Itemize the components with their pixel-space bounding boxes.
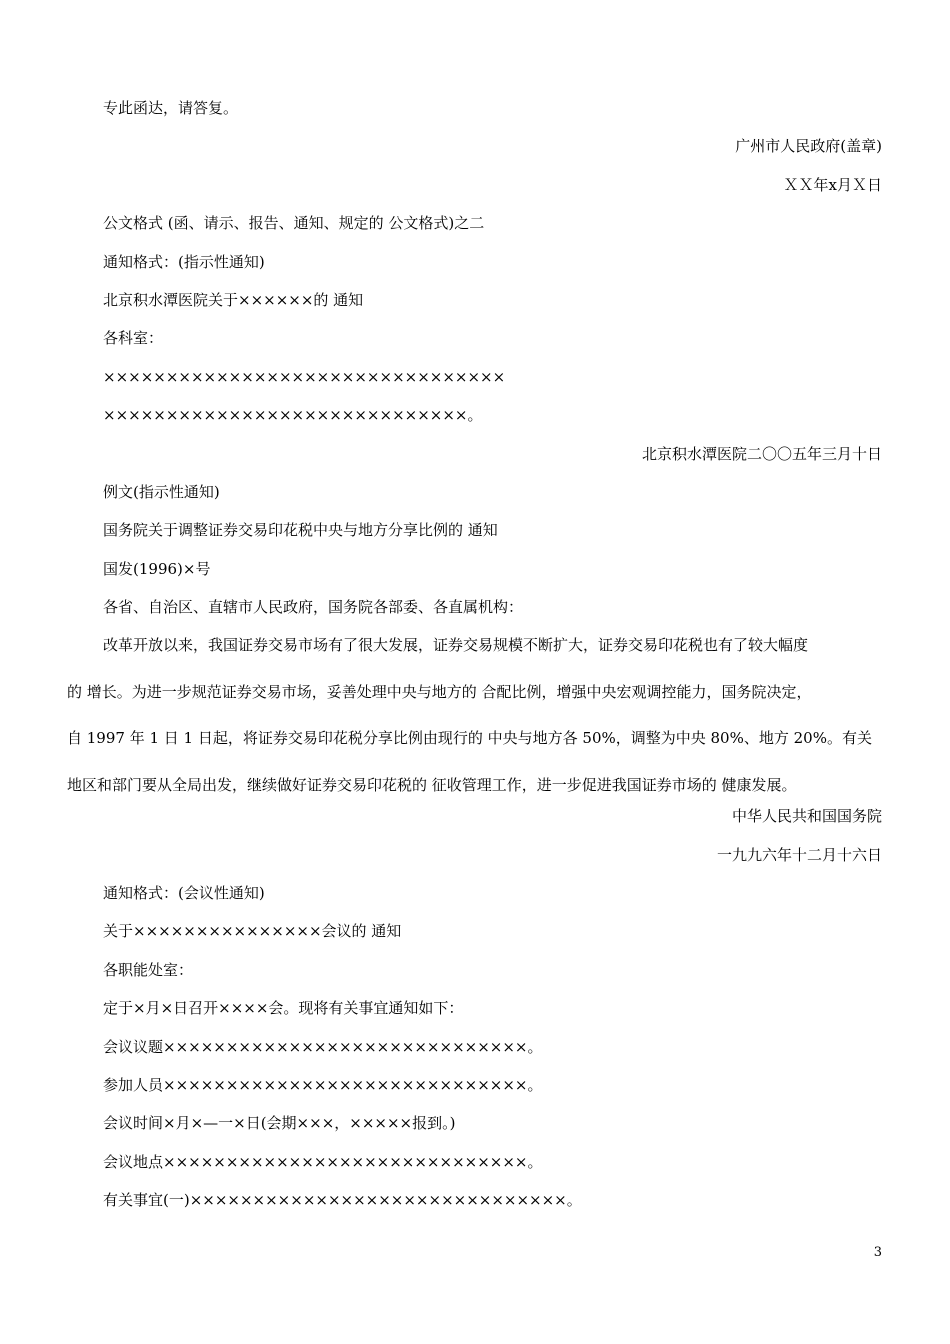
- signature-date: ＸＸ年x月Ｘ日: [783, 176, 882, 194]
- example-label: 例文(指示性通知): [103, 483, 220, 501]
- body-line: 的 增长。为进一步规范证券交易市场，妥善处理中央与地方的 合配比例，增强中央宏观调控能力，国务院决定，: [67, 682, 812, 701]
- body-line: 自 1997 年 1 日 1 日起，将证券交易印花税分享比例由现行的 中央与地方各 50%，调整为中央 80%、地方 20%。有关: [67, 729, 872, 747]
- closing-request: 专此函达，请答复。: [103, 99, 239, 117]
- meeting-location: 会议地点×××××××××××××××××××××××××××××。: [103, 1153, 543, 1171]
- meeting-attendees: 参加人员×××××××××××××××××××××××××××××。: [103, 1076, 543, 1094]
- format-label-meeting: 通知格式：(会议性通知): [103, 884, 265, 902]
- addressee-template: 各科室：: [103, 329, 164, 347]
- notice-title-template: 北京积水潭医院关于××××××的 通知: [103, 291, 364, 309]
- example-title: 国务院关于调整证券交易印花税中央与地方分享比例的 通知: [103, 521, 498, 539]
- template-signature: 北京积水潭医院二〇〇五年三月十日: [641, 445, 882, 463]
- example-body-paragraph: [67, 622, 882, 808]
- example-date: 一九九六年十二月十六日: [716, 846, 882, 864]
- page-number: 3: [873, 1245, 882, 1260]
- format-label-directive: 通知格式：(指示性通知): [103, 253, 265, 271]
- meeting-topic: 会议议题×××××××××××××××××××××××××××××。: [103, 1038, 543, 1056]
- meeting-matters: 有关事宜(一)××××××××××××××××××××××××××××××。: [103, 1191, 582, 1209]
- meeting-time: 会议时间×月×—一×日(会期×××，×××××报到。): [103, 1114, 456, 1132]
- body-line: 地区和部门要从全局出发，继续做好证券交易印花税的 征收管理工作，进一步促进我国证券市场的 健康发展。: [67, 775, 797, 794]
- placeholder-line: ×××××××××××××××××××××××××××××。: [103, 406, 483, 424]
- body-line: 改革开放以来，我国证券交易市场有了很大发展，证券交易规模不断扩大，证券交易印花税也有了较大幅度: [103, 636, 809, 654]
- signature-issuer: 广州市人民政府(盖章): [735, 137, 882, 155]
- section-heading: 公文格式 (函、请示、报告、通知、规定的 公文格式)之二: [103, 214, 485, 232]
- meeting-title-template: 关于×××××××××××××××会议的 通知: [103, 922, 402, 940]
- meeting-addressee: 各职能处室：: [103, 961, 194, 979]
- placeholder-line: ××××××××××××××××××××××××××××××××: [103, 368, 506, 386]
- example-issuer: 中华人民共和国国务院: [731, 807, 882, 825]
- document-number: 国发(1996)×号: [103, 560, 211, 578]
- example-addressees: 各省、自治区、直辖市人民政府，国务院各部委、各直属机构：: [103, 598, 524, 616]
- meeting-intro: 定于×月×日召开××××会。现将有关事宜通知如下：: [103, 999, 464, 1017]
